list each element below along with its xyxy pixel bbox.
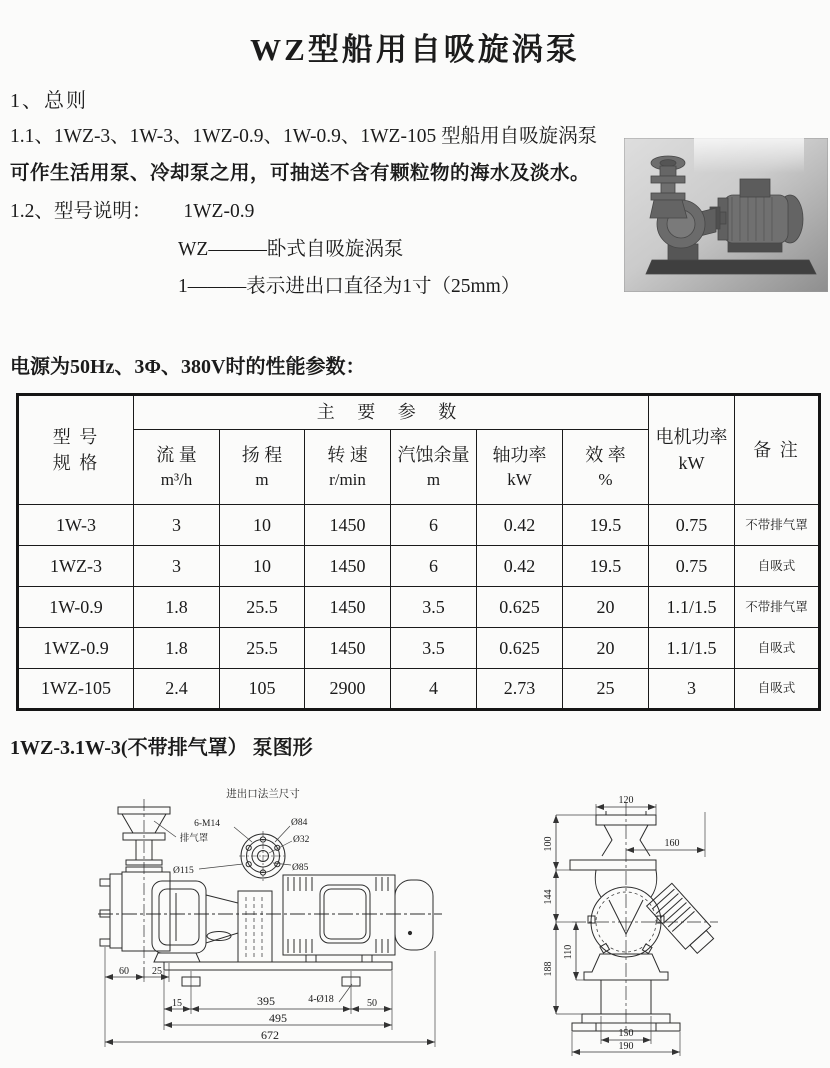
cell-npsh: 4 (391, 669, 477, 710)
cell-head: 25.5 (220, 628, 305, 669)
cell-speed: 1450 (305, 505, 391, 546)
cell-remark: 自吸式 (735, 669, 820, 710)
dimension-lines (556, 807, 705, 1052)
cell-flow: 2.4 (134, 669, 220, 710)
dim-25: 25 (152, 966, 162, 977)
table-row (18, 546, 820, 587)
cell-model: 1WZ-0.9 (18, 628, 134, 669)
cell-speed: 1450 (305, 628, 391, 669)
page-title: WZ型船用自吸旋涡泵 (250, 32, 580, 67)
dim-110: 110 (563, 944, 574, 960)
top-flange (570, 811, 656, 870)
model-explain-value: 1WZ-0.9 (183, 201, 255, 222)
model-note-size: 1———表示进出口直径为1寸（25mm） (178, 276, 521, 297)
dim-120: 120 (618, 795, 634, 806)
baseplate (164, 962, 392, 986)
cell-power: 0.42 (477, 505, 563, 546)
dim-holes: 4-Ø18 (308, 994, 334, 1005)
header-efficiency-name: 效 率 (585, 444, 626, 465)
header-speed-name: 转 速 (327, 444, 368, 465)
cell-flow: 3 (134, 546, 220, 587)
header-model-line1: 型 号 (52, 426, 100, 447)
header-model-spec (18, 395, 134, 505)
dim-100: 100 (543, 836, 554, 852)
header-speed-unit: r/min (329, 469, 366, 489)
dia-84-label: Ø84 (291, 818, 308, 828)
cell-head: 10 (220, 505, 305, 546)
cell-flow: 3 (134, 505, 220, 546)
inlet-stack (100, 799, 170, 981)
header-remark: 备 注 (735, 395, 820, 505)
cell-power: 0.625 (477, 587, 563, 628)
cell-eff: 20 (563, 587, 649, 628)
cell-power: 0.42 (477, 546, 563, 587)
extension-lines (556, 804, 705, 1056)
model-note-wz: WZ———卧式自吸旋涡泵 (178, 239, 404, 260)
pump-side-view-drawing (96, 781, 444, 1057)
cell-npsh: 3.5 (391, 628, 477, 669)
header-motor-line1: 电机功率 (655, 426, 728, 447)
dia-32-label: Ø32 (293, 835, 310, 845)
paragraph-1-1-line2: 可作生活用泵、冷却泵之用，可抽送不含有颗粒物的海水及淡水。 (10, 163, 591, 184)
header-model-line2: 规 格 (52, 453, 100, 473)
cell-head: 25.5 (220, 587, 305, 628)
dim-495: 495 (269, 1011, 287, 1025)
cell-head: 105 (220, 669, 305, 710)
header-flow (134, 430, 220, 505)
cell-power: 2.73 (477, 669, 563, 710)
motor (283, 875, 433, 962)
bolt-spec-label: 6-M14 (194, 819, 220, 829)
dia-115-label: Ø115 (173, 866, 194, 876)
cell-head: 10 (220, 546, 305, 587)
cell-speed: 1450 (305, 587, 391, 628)
table-row (18, 669, 820, 710)
cell-model: 1WZ-3 (18, 546, 134, 587)
dim-190: 190 (618, 1041, 634, 1052)
dim-50: 50 (367, 998, 377, 1009)
cell-eff: 19.5 (563, 546, 649, 587)
paragraph-1-2 (10, 195, 254, 223)
header-efficiency (563, 430, 649, 505)
dim-672: 672 (261, 1028, 279, 1042)
header-motor-power (649, 395, 735, 505)
header-npsh-name: 汽蚀余量 (397, 444, 470, 465)
cell-speed: 2900 (305, 669, 391, 710)
header-efficiency-unit: % (598, 469, 613, 489)
section-1-heading: 1、总则 (10, 90, 88, 112)
cell-eff: 25 (563, 669, 649, 710)
cell-npsh: 3.5 (391, 587, 477, 628)
cell-motor: 3 (649, 669, 735, 710)
cell-speed: 1450 (305, 546, 391, 587)
dia-85-label: Ø85 (292, 863, 309, 873)
cell-eff: 20 (563, 628, 649, 669)
cell-motor: 0.75 (649, 505, 735, 546)
cell-flow: 1.8 (134, 628, 220, 669)
dim-144: 144 (543, 889, 554, 905)
header-motor-line2: kW (678, 453, 705, 473)
header-shaft-power-name: 轴功率 (492, 444, 547, 465)
paragraph-1-1-line1: 1.1、1WZ-3、1W-3、1WZ-0.9、1W-0.9、1WZ-105 型船用自吸旋涡泵 (10, 126, 598, 147)
cell-remark: 不带排气罩 (735, 587, 820, 628)
flange-detail-title: 进出口法兰尺寸 (226, 789, 300, 800)
header-head-name: 扬 程 (241, 444, 283, 465)
header-flow-name: 流 量 (156, 444, 197, 465)
cell-motor: 0.75 (649, 546, 735, 587)
dim-395: 395 (257, 994, 275, 1008)
header-shaft-power-unit: kW (507, 469, 532, 489)
dim-60: 60 (119, 966, 129, 977)
dim-160: 160 (664, 838, 680, 849)
cell-motor: 1.1/1.5 (649, 628, 735, 669)
cell-remark: 不带排气罩 (735, 505, 820, 546)
pump-casing (152, 881, 206, 962)
bearing-bracket (206, 891, 272, 962)
dim-15: 15 (172, 998, 182, 1009)
table-row (18, 628, 820, 669)
cell-model: 1W-0.9 (18, 587, 134, 628)
table-intro: 电源为50Hz、3Φ、380V时的性能参数： (10, 356, 366, 378)
figure-caption: 1WZ-3.1W-3(不带排气罩） 泵图形 (10, 737, 313, 759)
cell-flow: 1.8 (134, 587, 220, 628)
dim-150: 150 (618, 1028, 634, 1039)
table-row (18, 587, 820, 628)
cell-model: 1W-3 (18, 505, 134, 546)
cell-model: 1WZ-105 (18, 669, 134, 710)
pump-photo (624, 138, 828, 292)
header-flow-unit: m³/h (160, 469, 193, 489)
table-row (18, 505, 820, 546)
header-head-unit: m (255, 469, 269, 489)
header-npsh (391, 430, 477, 505)
cell-eff: 19.5 (563, 505, 649, 546)
pump-end-view-drawing (538, 782, 770, 1066)
cell-motor: 1.1/1.5 (649, 587, 735, 628)
cell-remark: 自吸式 (735, 628, 820, 669)
cell-npsh: 6 (391, 546, 477, 587)
cell-remark: 自吸式 (735, 546, 820, 587)
performance-table (16, 393, 821, 711)
cell-npsh: 6 (391, 505, 477, 546)
cell-power: 0.625 (477, 628, 563, 669)
header-main-params: 主 要 参 数 (134, 395, 649, 430)
header-shaft-power (477, 430, 563, 505)
header-head (220, 430, 305, 505)
exhaust-hood-label: 排气罩 (179, 834, 209, 844)
header-npsh-unit: m (426, 469, 441, 489)
flange-detail (199, 826, 292, 881)
header-speed (305, 430, 391, 505)
model-explain-label: 1.2、型号说明： (10, 201, 152, 222)
dim-188: 188 (543, 961, 554, 977)
